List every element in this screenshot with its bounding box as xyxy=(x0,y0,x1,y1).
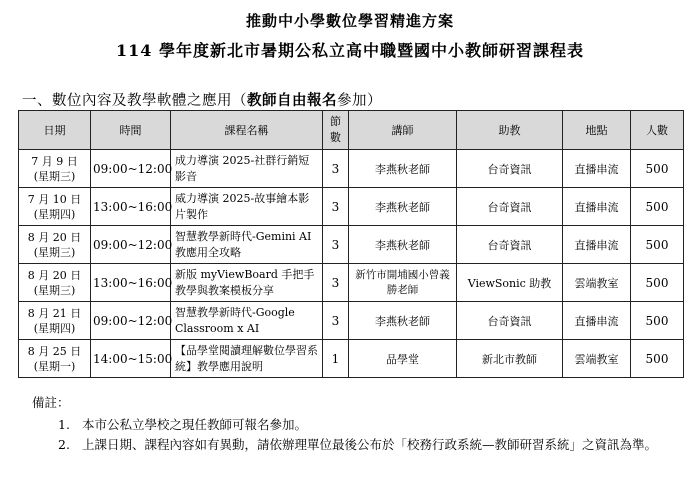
note-item xyxy=(32,415,700,435)
assistant-cell: 台奇資訊 xyxy=(457,226,563,264)
assistant-cell: 台奇資訊 xyxy=(457,188,563,226)
sessions-cell: 3 xyxy=(323,188,349,226)
date-cell xyxy=(19,150,91,188)
date-text: 8 月 25 日 xyxy=(27,344,82,358)
course-cell: 新版 myViewBoard 手把手教學與教案模板分享 xyxy=(171,264,323,302)
date-text: 7 月 10 日 xyxy=(27,192,82,206)
time-cell: 13:00~16:00 xyxy=(91,264,171,302)
place-cell: 直播串流 xyxy=(563,188,631,226)
table-row xyxy=(19,340,684,378)
place-cell: 直播串流 xyxy=(563,302,631,340)
lecturer-cell: 李燕秋老師 xyxy=(349,226,457,264)
date-cell xyxy=(19,340,91,378)
weekday-text: (星期三) xyxy=(33,169,76,183)
course-cell: 成力導演 2025-社群行銷短影音 xyxy=(171,150,323,188)
section-prefix: 一、數位內容及教學軟體之應用（ xyxy=(22,93,247,109)
date-text: 8 月 20 日 xyxy=(27,230,82,244)
date-text: 7 月 9 日 xyxy=(31,154,78,168)
note-text: 本市公私立學校之現任教師可報名參加。 xyxy=(82,417,308,432)
date-cell xyxy=(19,302,91,340)
count-cell: 500 xyxy=(631,264,684,302)
time-cell: 09:00~12:00 xyxy=(91,150,171,188)
course-cell: 智慧教學新時代-Gemini AI 教應用全攻略 xyxy=(171,226,323,264)
time-cell: 14:00~15:00 xyxy=(91,340,171,378)
header-count: 人數 xyxy=(631,111,684,150)
place-cell: 雲端教室 xyxy=(563,264,631,302)
assistant-cell: 新北市教師 xyxy=(457,340,563,378)
count-cell: 500 xyxy=(631,188,684,226)
place-cell: 雲端教室 xyxy=(563,340,631,378)
note-number: 1. xyxy=(58,417,70,432)
header-date: 日期 xyxy=(19,111,91,150)
document-title: 推動中小學數位學習精進方案 xyxy=(245,12,454,30)
date-cell xyxy=(19,188,91,226)
assistant-cell: 台奇資訊 xyxy=(457,302,563,340)
sessions-cell: 3 xyxy=(323,302,349,340)
course-cell: 智慧教學新時代-Google Classroom x AI xyxy=(171,302,323,340)
lecturer-cell: 李燕秋老師 xyxy=(349,302,457,340)
date-cell xyxy=(19,264,91,302)
table-row xyxy=(19,264,684,302)
course-schedule-table xyxy=(18,110,684,378)
section-heading xyxy=(22,89,382,110)
time-cell: 09:00~12:00 xyxy=(91,226,171,264)
sessions-cell: 3 xyxy=(323,226,349,264)
date-cell xyxy=(19,226,91,264)
table-row xyxy=(19,302,684,340)
table-row xyxy=(19,226,684,264)
note-number: 2. xyxy=(58,437,70,452)
time-cell: 09:00~12:00 xyxy=(91,302,171,340)
place-cell: 直播串流 xyxy=(563,226,631,264)
assistant-cell: ViewSonic 助教 xyxy=(457,264,563,302)
lecturer-cell: 李燕秋老師 xyxy=(349,188,457,226)
count-cell: 500 xyxy=(631,150,684,188)
lecturer-cell: 李燕秋老師 xyxy=(349,150,457,188)
table-row xyxy=(19,150,684,188)
course-cell: 威力導演 2025-故事繪本影片製作 xyxy=(171,188,323,226)
header-course: 課程名稱 xyxy=(171,111,323,150)
weekday-text: (星期四) xyxy=(33,321,76,335)
table-row xyxy=(19,188,684,226)
weekday-text: (星期四) xyxy=(33,207,76,221)
assistant-cell: 台奇資訊 xyxy=(457,150,563,188)
date-text: 8 月 20 日 xyxy=(27,268,82,282)
sessions-cell: 3 xyxy=(323,264,349,302)
weekday-text: (星期三) xyxy=(33,245,76,259)
table-header-row xyxy=(19,111,684,150)
document-subtitle: 114 學年度新北市暑期公私立高中職暨國中小教師研習課程表 xyxy=(116,41,584,60)
header-assistant: 助教 xyxy=(457,111,563,150)
header-time: 時間 xyxy=(91,111,171,150)
count-cell: 500 xyxy=(631,226,684,264)
date-text: 8 月 21 日 xyxy=(27,306,82,320)
header-lecturer: 講師 xyxy=(349,111,457,150)
header-sessions: 節數 xyxy=(323,111,349,150)
note-text: 上課日期、課程內容如有異動，請依辦理單位最後公布於「校務行政系統—教師研習系統」之資訊為準。 xyxy=(82,437,658,452)
course-cell: 【品學堂閱讀理解數位學習系統】教學應用說明 xyxy=(171,340,323,378)
time-cell: 13:00~16:00 xyxy=(91,188,171,226)
count-cell: 500 xyxy=(631,302,684,340)
section-bold-text: 教師自由報名 xyxy=(247,92,337,109)
notes-heading: 備註： xyxy=(32,395,70,410)
note-item xyxy=(32,435,700,455)
header-place: 地點 xyxy=(563,111,631,150)
sessions-cell: 3 xyxy=(323,150,349,188)
lecturer-cell: 品學堂 xyxy=(349,340,457,378)
place-cell: 直播串流 xyxy=(563,150,631,188)
weekday-text: (星期三) xyxy=(33,283,76,297)
sessions-cell: 1 xyxy=(323,340,349,378)
count-cell: 500 xyxy=(631,340,684,378)
notes-section xyxy=(32,393,700,455)
section-suffix: 參加） xyxy=(337,93,382,109)
weekday-text: (星期一) xyxy=(33,359,76,373)
lecturer-cell: 新竹市開埔國小曾義勝老師 xyxy=(349,264,457,302)
